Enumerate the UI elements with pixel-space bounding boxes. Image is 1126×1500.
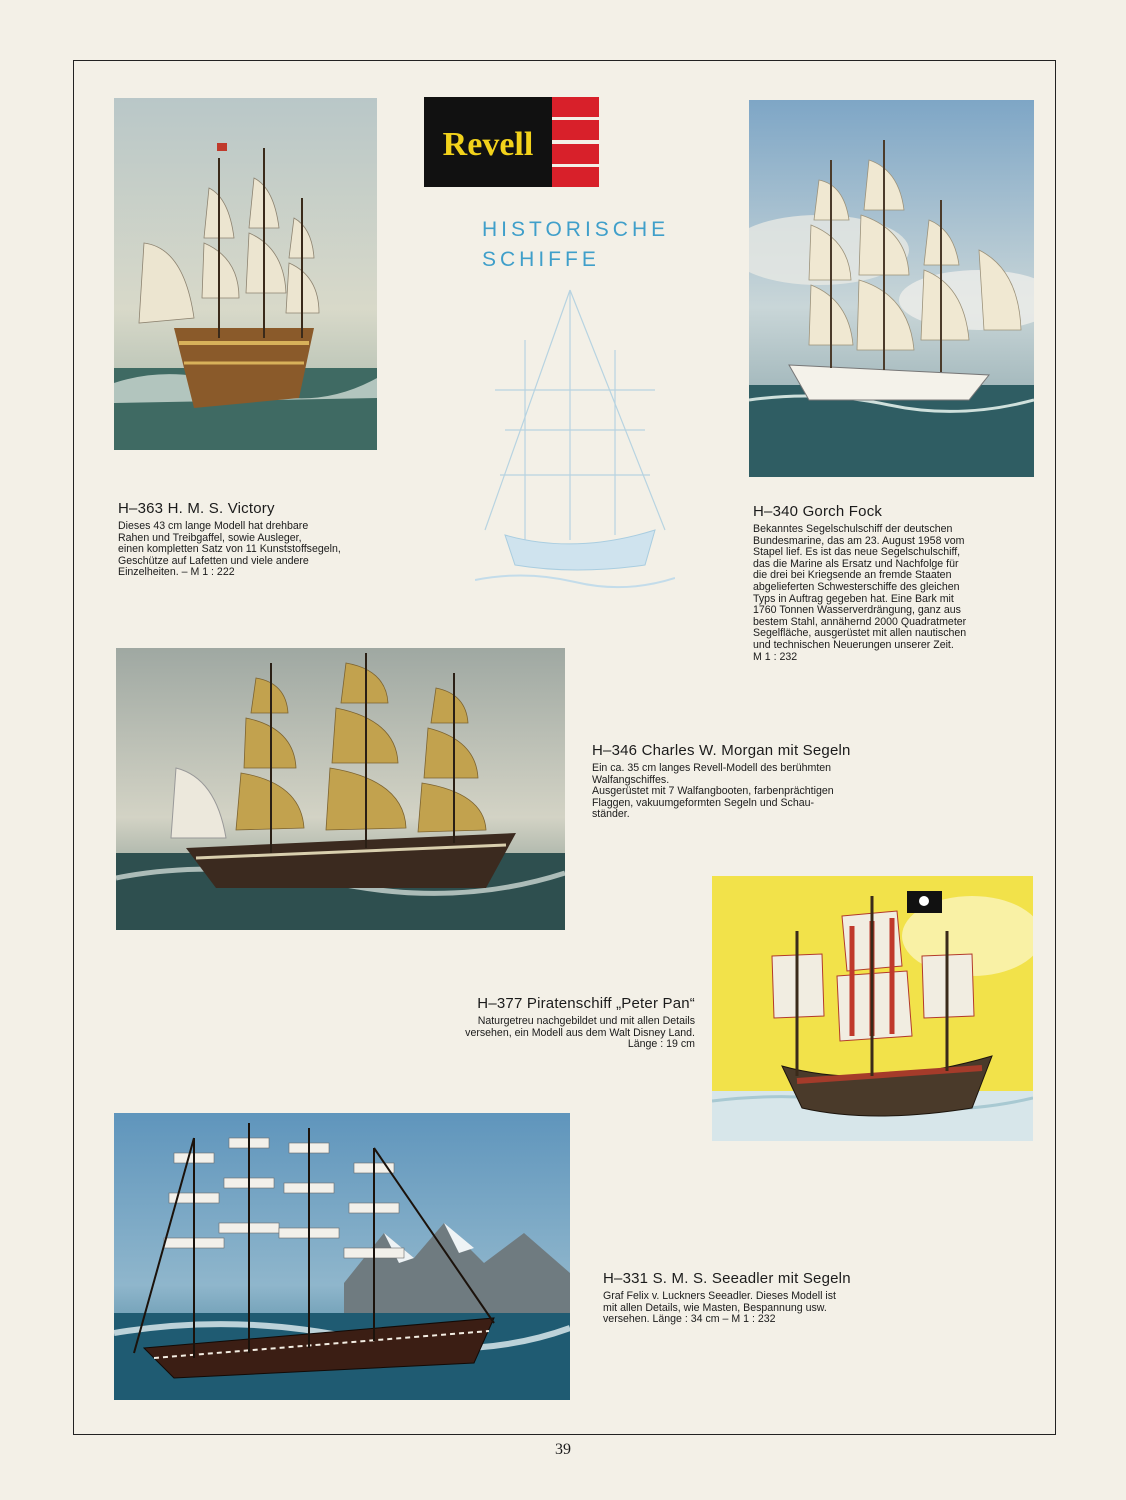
charles-w-morgan-painting [116,648,565,930]
seeadler-painting [114,1113,570,1400]
victory-painting [114,98,377,450]
caption-victory [118,500,418,579]
item-description: Dieses 43 cm lange Modell hat drehbare Rahen und Treibgaffel, sowie Ausleger, einen kompletten Satz von 11 Kunststoffsegeln, Geschütze auf Lafetten und viele andere Einzelheiten. – M 1 : 222 [118,520,341,579]
caption-charles-w-morgan [592,742,912,821]
page-number: 39 [555,1441,571,1458]
revell-logo-text: Revell [442,126,534,163]
item-description: Ein ca. 35 cm langes Revell-Modell des berühmten Walfangschiffes. Ausgerüstet mit 7 Walfangbooten, farbenprächtigen Flaggen, vakuumgeformten Segeln und Schau- ständer. [592,762,834,821]
caption-peter-pan [380,995,695,1051]
item-title: H–363 H. M. S. Victory [118,500,275,517]
item-title: H–340 Gorch Fock [753,503,883,520]
heading-line-1: HISTORISCHE [482,218,670,241]
item-title: H–331 S. M. S. Seeadler mit Segeln [603,1270,851,1287]
caption-gorch-fock [753,503,1043,663]
peter-pan-pirate-ship-painting [712,876,1033,1141]
ghost-ship-illustration [475,280,675,600]
gorch-fock-painting [749,100,1034,477]
item-description: Graf Felix v. Luckners Seeadler. Dieses Modell ist mit allen Details, wie Masten, Bespannung usw. versehen. Länge : 34 cm – M 1 : 232 [603,1290,836,1326]
item-description: Naturgetreu nachgebildet und mit allen Details versehen, ein Modell aus dem Walt Disney Land. Länge : 19 cm [465,1015,695,1051]
item-title: H–377 Piratenschiff „Peter Pan“ [477,995,695,1012]
caption-seeadler [603,1270,923,1326]
item-title: H–346 Charles W. Morgan mit Segeln [592,742,851,759]
section-heading [482,215,669,275]
revell-logo [424,97,599,187]
item-description: Bekanntes Segelschulschiff der deutschen Bundesmarine, das am 23. August 1958 vom Stapel lief. Es ist das neue Segelschulschiff, das die Marine als Ersatz und Nachfolge für die drei bei Kriegsende an fremde Staaten abgelieferten Schwesterschiffe des gleichen Typs in Auftrag gegeben hat. Eine Bark mit 1760 Tonnen Wasserverdrängung, ganz aus bestem Stahl, annähernd 2000 Quadratmeter Segelfläche, ausgerüstet mit allen nautischen und technischen Neuerungen unserer Zeit. M 1 : 232 [753,523,967,663]
heading-line-2: SCHIFFE [482,248,600,271]
